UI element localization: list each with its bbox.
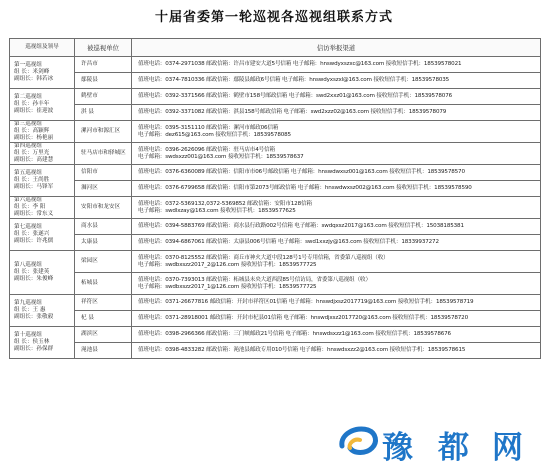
table-row	[10, 295, 541, 311]
team-leader: 组 长：高颖辉	[14, 128, 50, 134]
channel-cell	[132, 273, 541, 295]
unit-cell: 杞 县	[75, 311, 132, 327]
channel-line: 值班电话：0398-4833282 邮政信箱：渑池县邮政专用010号信箱 电子邮箱：hnswdsxzz2@163.com 接收短信手机：18539578615	[138, 347, 466, 353]
channel-cell	[132, 251, 541, 273]
team-leader: 副组长：常东义	[14, 211, 54, 217]
team-name: 第三巡视组	[14, 121, 42, 127]
team-leader: 组 长：侯玉林	[14, 339, 50, 345]
channel-line: 值班电话：0370-8125552 邮政信箱：商丘市神火大道中段128号1号专用信箱，省委第八巡视组（收）	[138, 254, 389, 261]
team-cell	[10, 121, 75, 143]
table-row	[10, 235, 541, 251]
page-title: 十届省委第一轮巡视各巡视组联系方式	[154, 10, 393, 25]
channel-line: 值班电话：0371-26677816 邮政信箱：开封市祥符区01信箱 电子邮箱：hnswdjxsz2017719@163.com 接收短信手机：18539578719	[138, 299, 474, 305]
unit-cell: 驻马店市和驿城区	[75, 143, 132, 165]
team-cell	[10, 143, 75, 165]
team-leader: 组 长：孙丰年	[14, 101, 50, 107]
team-leader: 副组长：许兆儒	[14, 238, 54, 244]
unit-cell: 祥符区	[75, 295, 132, 311]
team-leader: 副组长：韩若冰	[14, 76, 54, 82]
unit-cell: 商水县	[75, 219, 132, 235]
channel-line: 值班电话：0370-7393013 邮政信箱：柘城县未央大道西段85号信访局，省委第八巡视组（收）	[138, 276, 371, 283]
team-leader: 组 长：王尚胜	[14, 177, 50, 183]
unit-cell: 信阳市	[75, 165, 132, 181]
table-row	[10, 57, 541, 73]
channel-cell	[132, 143, 541, 165]
table-row	[10, 73, 541, 89]
table-row	[10, 273, 541, 295]
unit-cell: 鄢陵县	[75, 73, 132, 89]
team-name: 第七巡视组	[14, 224, 42, 230]
team-name: 第十巡视组	[14, 332, 42, 338]
channel-cell	[132, 219, 541, 235]
unit-cell: 梁园区	[75, 251, 132, 273]
channel-cell	[132, 181, 541, 197]
unit-cell: 浉河区	[75, 181, 132, 197]
unit-cell: 柘城县	[75, 273, 132, 295]
channel-cell	[132, 327, 541, 343]
contact-table	[9, 38, 541, 359]
table-body	[10, 57, 541, 359]
channel-line: 电子邮箱：swdsxzz001@163.com 接收短信手机：18539578637	[138, 153, 304, 160]
channel-cell	[132, 57, 541, 73]
team-leader: 组 长：王 惠	[14, 307, 46, 313]
header-team: 巡视组及领导	[10, 39, 75, 57]
unit-cell: 许昌市	[75, 57, 132, 73]
team-name: 第八巡视组	[14, 262, 42, 268]
watermark-logo	[330, 418, 545, 464]
table-row	[10, 251, 541, 273]
team-leader: 副组长：朱俊峰	[14, 276, 54, 282]
channel-line: 值班电话：0371-28918001 邮政信箱：开封市杞县01信箱 电子邮箱：hnswdjxsz2017720@163.com 接收短信手机：18539578720	[138, 315, 468, 321]
swirl-logo-icon	[336, 424, 380, 460]
channel-cell	[132, 311, 541, 327]
header-channel: 信访举报渠道	[132, 39, 541, 57]
team-leader: 副组长：孙保群	[14, 346, 54, 352]
team-cell	[10, 251, 75, 295]
channel-cell	[132, 121, 541, 143]
table-row	[10, 181, 541, 197]
channel-cell	[132, 295, 541, 311]
table-row	[10, 343, 541, 359]
table-row	[10, 311, 541, 327]
unit-cell: 漯河市和源汇区	[75, 121, 132, 143]
watermark-char: 网	[492, 430, 523, 466]
team-cell	[10, 89, 75, 121]
channel-line: 值班电话：0376-6360089 邮政信箱：信阳市市06号邮政信箱 电子邮箱：hnswdwxsz001@163.com 接收短信手机：18539578570	[138, 169, 465, 175]
channel-line: 值班电话：0394-5883769 邮政信箱：商水县行政路002号信箱 电子邮箱：swdqxsz2017@163.com 接收短信手机：15038185381	[138, 223, 464, 229]
unit-cell: 淇 县	[75, 105, 132, 121]
team-leader: 组 长：张建英	[14, 269, 50, 275]
channel-line: 值班电话：0398-2966366 邮政信箱：三门峡邮政21号信箱 电子邮箱：hnswdsxzz1@163.com 接收短信手机：18539578676	[138, 331, 451, 337]
team-name: 第一巡视组	[14, 62, 42, 68]
unit-cell: 湖滨区	[75, 327, 132, 343]
channel-line: 值班电话：0395-3151110 邮政信箱：漯河市邮政06信箱	[138, 124, 279, 131]
watermark-char: 都	[438, 430, 469, 466]
table-row	[10, 89, 541, 105]
team-cell	[10, 57, 75, 89]
team-cell	[10, 295, 75, 327]
channel-line: 值班电话：0392-3371566 邮政信箱：鹤壁市158号邮政信箱 电子邮箱：swd2xxz01@163.com 接收短信手机：18539578076	[138, 93, 453, 99]
channel-line: 值班电话：0374-2971038 邮政信箱：许昌市建安大道5号信箱 电子邮箱：hnswdyxszxc@163.com 接收短信手机：18539578021	[138, 61, 462, 67]
team-leader: 组 长：万里光	[14, 150, 50, 156]
channel-cell	[132, 73, 541, 89]
unit-cell: 渑池县	[75, 343, 132, 359]
channel-line: 值班电话：0372-5369132,0372-5369852 邮政信箱：安阳市128信箱	[138, 200, 312, 207]
table-row	[10, 121, 541, 143]
team-name: 第二巡视组	[14, 94, 42, 100]
team-leader: 组 长：米剑峰	[14, 69, 50, 75]
channel-line: 值班电话：0374-7810336 邮政信箱：鄢陵县邮政6号信箱 电子邮箱：hnswdyxszxl@163.com 接收短信手机：18539578035	[138, 77, 450, 83]
channel-cell	[132, 89, 541, 105]
channel-line: 电子邮箱：dez615@163.com 接收短信手机：18539578085	[138, 131, 291, 138]
channel-line: 值班电话：0394-6867061 邮政信箱：太康县006号信箱 电子邮箱：swd1xxzjy@163.com 接收短信手机：18339937272	[138, 239, 439, 245]
table-row	[10, 197, 541, 219]
table-row	[10, 219, 541, 235]
team-leader: 副组长：杨艳丽	[14, 135, 54, 141]
channel-cell	[132, 105, 541, 121]
channel-line: 电子邮箱：swdbxszz2017_1@126.com 接收短信手机：18539577725	[138, 283, 317, 290]
team-leader: 副组长：马锋军	[14, 184, 54, 190]
team-name: 第四巡视组	[14, 143, 42, 149]
team-name: 第五巡视组	[14, 170, 42, 176]
team-leader: 副组长：崔迎波	[14, 108, 54, 114]
team-cell	[10, 219, 75, 251]
table-row	[10, 105, 541, 121]
team-cell	[10, 197, 75, 219]
watermark-char: 豫	[382, 430, 413, 466]
header-unit: 被巡视单位	[75, 39, 132, 57]
channel-cell	[132, 165, 541, 181]
unit-cell: 鹤壁市	[75, 89, 132, 105]
team-leader: 副组长：张敬毅	[14, 314, 54, 320]
unit-cell: 安阳市和龙安区	[75, 197, 132, 219]
team-name: 第九巡视组	[14, 300, 42, 306]
channel-line: 电子邮箱：swdlxzay@163.com 接收短信手机：18539577625	[138, 207, 296, 214]
team-cell	[10, 327, 75, 359]
channel-cell	[132, 235, 541, 251]
table-row	[10, 327, 541, 343]
table-row	[10, 165, 541, 181]
team-leader: 组 长：张遂兴	[14, 231, 50, 237]
table-row	[10, 143, 541, 165]
channel-line: 值班电话：0396-2626096 邮政信箱：驻马店市4号信箱	[138, 146, 275, 153]
channel-line: 值班电话：0392-3371082 邮政信箱：淇县158号邮政信箱 电子邮箱：swd2xzz02@163.com 接收短信手机：18539578079	[138, 109, 447, 115]
channel-cell	[132, 343, 541, 359]
team-leader: 副组长：高建慧	[14, 157, 54, 163]
header-row	[10, 39, 541, 57]
unit-cell: 太康县	[75, 235, 132, 251]
channel-cell	[132, 197, 541, 219]
team-leader: 组 长：李 阳	[14, 204, 46, 210]
team-name: 第六巡视组	[14, 197, 42, 203]
channel-line: 电子邮箱：swdbxszz2017_2@126.com 接收短信手机：18539577725	[138, 261, 317, 268]
channel-line: 值班电话：0376-6799658 邮政信箱：信阳市第2073号邮政信箱 电子邮箱：hnswdwxsz002@163.com 接收短信手机：18539578590	[138, 185, 472, 191]
team-cell	[10, 165, 75, 197]
